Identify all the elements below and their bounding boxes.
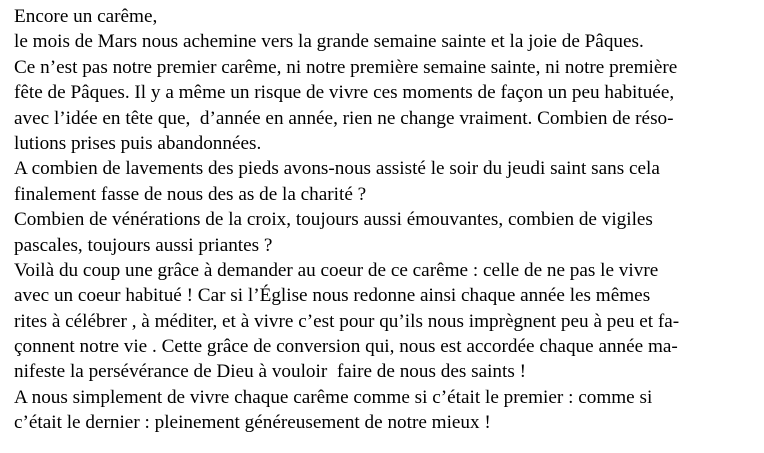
text-line: avec l’idée en tête que, d’année en année, rien ne change vraiment. Combien de réso- [14,107,674,129]
text-line: A combien de lavements des pieds avons-nous assisté le soir du jeudi saint sans cela [14,158,660,180]
text-line: rites à célébrer , à méditer, et à vivre c’est pour qu’ils nous imprègnent peu à peu et fa- [14,310,680,332]
text-line: Combien de vénérations de la croix, toujours aussi émouvantes, combien de vigiles [14,209,653,231]
text-line: Voilà du coup une grâce à demander au coeur de ce carême : celle de ne pas le vivre [14,259,659,281]
text-line: Ce n’est pas notre premier carême, ni notre première semaine sainte, ni notre première [14,56,678,78]
text-line: A nous simplement de vivre chaque carême comme si c’était le premier : comme si [14,386,653,408]
text-line: avec un coeur habitué ! Car si l’Église nous redonne ainsi chaque année les mêmes [14,285,651,307]
document-text [14,4,759,436]
text-line: c’était le dernier : pleinement généreusement de notre mieux ! [14,412,491,434]
text-line: finalement fasse de nous des as de la charité ? [14,183,367,205]
text-line: fête de Pâques. Il y a même un risque de vivre ces moments de façon un peu habituée, [14,82,675,104]
text-line: lutions prises puis abandonnées. [14,132,262,154]
text-line: le mois de Mars nous achemine vers la grande semaine sainte et la joie de Pâques. [14,31,644,53]
text-line: çonnent notre vie . Cette grâce de conversion qui, nous est accordée chaque année ma- [14,336,678,358]
text-line: Encore un carême, [14,6,158,27]
text-line: pascales, toujours aussi priantes ? [14,234,273,256]
text-line: nifeste la persévérance de Dieu à vouloir faire de nous des saints ! [14,361,527,383]
